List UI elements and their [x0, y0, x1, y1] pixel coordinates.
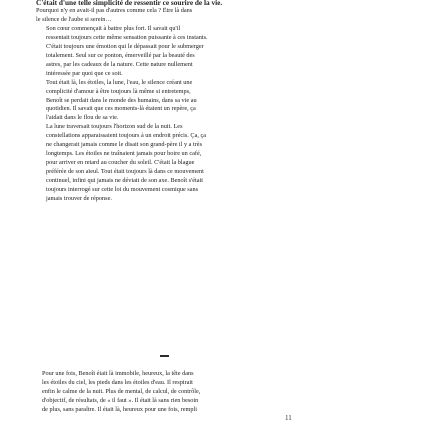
text-line: ressentait toujours cette même sensation puissante à ces instants.	[46, 33, 208, 41]
cropped-head-line: C'était d'une telle simplicité de ressentir ce sourire de la vie.	[36, 0, 223, 7]
paragraph-3	[36, 79, 294, 124]
text-line: C'était toujours une émotion qui le dépassait pour le submerger	[46, 42, 204, 50]
text-line: les étoiles du ciel, les pieds dans les étoiles d'eau. Il respirait	[42, 378, 193, 386]
text-line: l'aidait dans le flou de sa vie.	[46, 114, 119, 122]
text-line: toujours interrogé sur cette loi du mouvement cosmique sans	[46, 186, 199, 194]
bottom-text-column	[36, 370, 294, 415]
text-line: quotidien. Il savait que ces moments-là étaient un repère, ça	[46, 105, 196, 113]
text-line: préférée de son aïeul. Tout était toujours là dans ce mouvement	[46, 168, 204, 176]
text-line: pour arriver en retard au coucher du soleil. C'était la blague	[46, 159, 195, 167]
text-line: Pourquoi n'y en avait-il pas d'autres comme cela ? Être là dans	[36, 7, 193, 14]
text-line: jamais trouver de réponse.	[46, 195, 112, 203]
text-line: totalement. Seul sur ce ponton, émerveillé par la beauté des	[46, 51, 195, 59]
text-line: le silence de l'aube si serein…	[36, 15, 112, 23]
text-line: constellations apparaissaient toujours à un endroit précis. Ça, ça	[46, 132, 207, 140]
paragraph-5	[36, 370, 294, 415]
text-line: de plus, sans paraître. Il était là, heureux pour une fois, rempli	[42, 405, 197, 413]
page-number: 11	[285, 414, 292, 422]
text-line: complicité d'amour à être toujours là même si entretemps,	[46, 87, 191, 95]
text-line: Pour une fois, Benoît était là immobile, heureux, la tête dans	[42, 370, 194, 377]
text-line: enfin le calme de la nuit. Plus de mental, de calcul, de contrôle,	[42, 387, 201, 395]
paragraph-2	[36, 25, 294, 79]
text-line: Tout était là, les étoiles, la lune, l'eau, le silence créant une	[46, 78, 193, 86]
main-text-column	[36, 0, 294, 204]
text-line: continuel, infini qui jamais ne déviait de son axe. Benoît s'était	[46, 177, 203, 185]
text-line: Son cœur commençait à battre plus fort. Il savait qu'il	[46, 24, 181, 32]
text-line: astres, par les cadeaux de la nature. Cette nature nullement	[46, 60, 193, 68]
section-separator	[160, 355, 169, 357]
paragraph-1	[36, 7, 294, 25]
text-line: ne changerait jamais comme le disait son grand-père il y a très	[46, 141, 203, 149]
text-line: longtemps. Les étoiles ne traînaient jamais pour boire un café,	[46, 150, 202, 158]
paragraph-4	[36, 123, 294, 204]
text-line: La lune traversait toujours l'horizon sud de la nuit. Les	[46, 123, 183, 131]
text-line: Benoît se perdait dans le monde des humains, dans sa vie au	[46, 96, 197, 104]
text-line: d'objectif, de résultats, de « il faut ». Il était là sans rien besoin	[42, 396, 199, 404]
text-line: intéressée par quoi que ce soit.	[46, 69, 123, 77]
